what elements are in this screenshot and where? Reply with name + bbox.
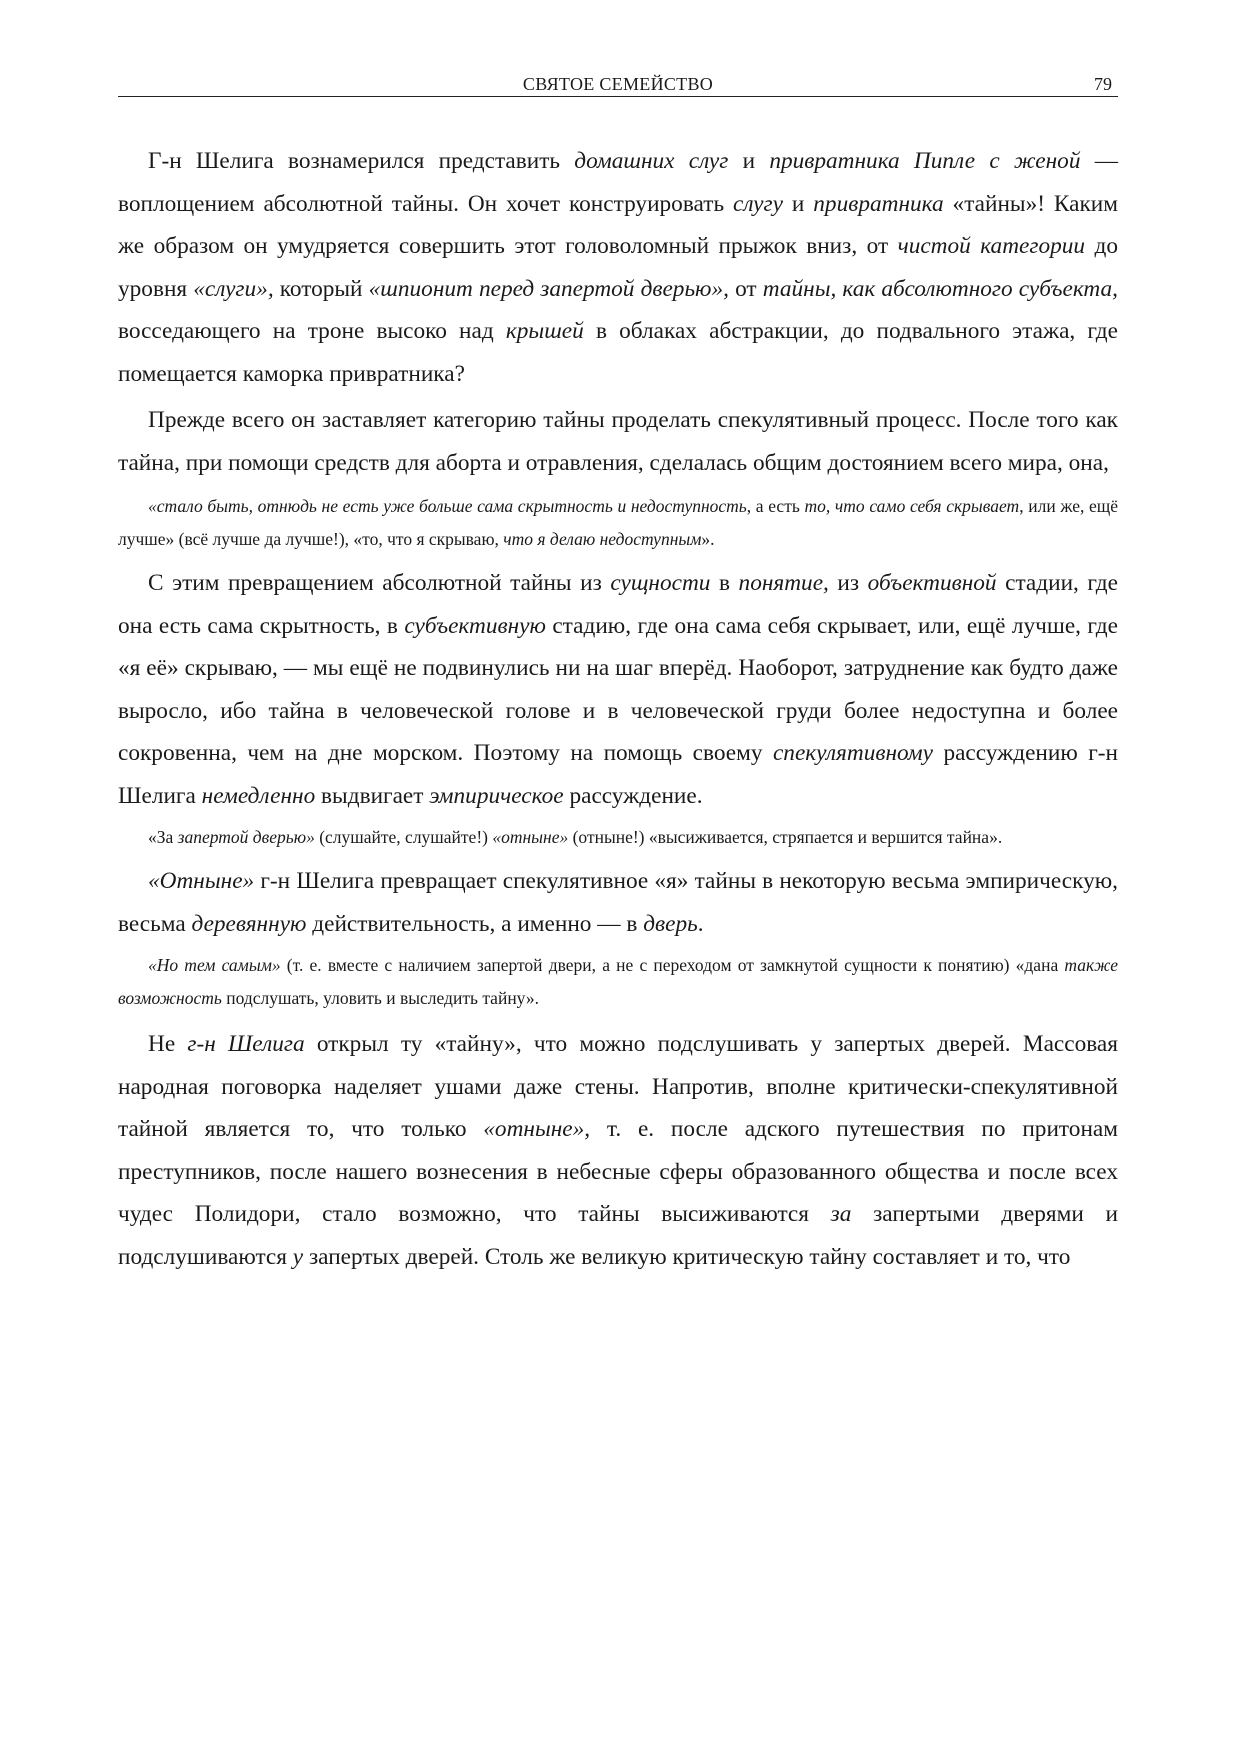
text-segment: т. е. после адского путешествия по притонам преступников, после нашего вознесения в небесные сферы образованного общества и после всех чудес Полидори, стало возможно, что тайны высиживаются <box>118 1116 1118 1227</box>
italic-text-segment: сущности <box>610 570 711 596</box>
text-segment: (т. е. вместе с наличием запертой двери, а не с переходом от замкнутой сущности к понятию) «дана <box>280 955 1065 975</box>
italic-text-segment: запертой дверью» <box>177 827 315 847</box>
italic-text-segment: деревянную <box>191 910 307 937</box>
italic-text-segment: крышей <box>505 318 584 344</box>
italic-text-segment: «стало быть, отнюдь не есть уже больше сама скрытность и недоступность <box>148 496 747 516</box>
text-segment: Г-н Шелига вознамерился представить <box>148 148 575 174</box>
page-number: 79 <box>1094 74 1112 94</box>
italic-text-segment: субъективную <box>404 612 546 639</box>
text-segment: Не <box>148 1031 188 1057</box>
quote-1 <box>118 490 1118 556</box>
italic-text-segment: домашних слуг <box>574 148 729 174</box>
italic-text-segment: «Но тем самым» <box>148 955 281 975</box>
text-segment: и <box>782 190 814 217</box>
paragraph-5 <box>118 1023 1118 1278</box>
text-segment: и <box>728 148 770 174</box>
text-segment: , а есть <box>746 496 805 516</box>
text-segment: г-н Шелига превращает спекулятивное «я» тайны в некоторую весьма эмпирическую, весьма <box>118 868 1118 937</box>
text-segment: , или же, ещё лучше» (всё лучше да лучше!), «то, что я скрываю, <box>118 496 1119 549</box>
quote-3 <box>118 949 1118 1015</box>
italic-text-segment: «отныне», <box>483 1116 591 1142</box>
italic-text-segment: то, что <box>804 496 865 516</box>
text-segment: действительность, а именно — в <box>306 910 644 937</box>
text-segment: — воплощением абсолютной тайны. Он хочет конструировать <box>118 148 1119 217</box>
paragraph-3 <box>118 562 1118 817</box>
text-segment: «тайны»! Каким же образом он умудряется совершить этот головоломный прыжок вниз, от <box>118 190 1119 259</box>
text-segment: до уровня <box>118 233 1119 302</box>
running-header <box>118 74 1118 97</box>
text-segment: открыл ту «тайну», что можно подслушивать у запертых дверей. Массовая народная поговорка наделяет ушами даже стены. Напротив, вполне критически-спекулятивной тайной является то, что только <box>118 1031 1118 1142</box>
italic-text-segment: объективной <box>867 570 997 596</box>
text-segment: рассуждению г-н Шелига <box>118 740 1118 809</box>
page-body <box>118 140 1118 1278</box>
italic-text-segment: также возможность <box>118 955 1118 1008</box>
italic-text-segment: г-н Шелига <box>187 1031 305 1057</box>
italic-text-segment: что я делаю недоступным <box>503 529 702 549</box>
text-segment: ». <box>701 529 715 549</box>
italic-text-segment: «Отныне» <box>148 868 255 894</box>
running-title: СВЯТОЕ СЕМЕЙСТВО <box>522 74 714 94</box>
text-segment: запертых дверей. Столь же великую критическую тайну составляет и то, что <box>303 1243 1071 1270</box>
paragraph-4 <box>118 860 1118 945</box>
text-segment: рассуждение. <box>563 782 703 809</box>
text-segment: который <box>273 275 369 302</box>
text-segment: выдвигает <box>315 782 430 809</box>
italic-text-segment: немедленно <box>201 782 316 809</box>
text-segment: запертыми дверями и подслушиваются <box>118 1201 1119 1270</box>
text-segment: от <box>728 275 763 302</box>
text-segment: стадию, где она сама себя скрывает, или, ещё лучше, где «я её» скрываю, — мы ещё не подвинулись ни на шаг вперёд. Наоборот, затруднение как будто даже выросло, ибо тайна в человеческой голове и в человеческой груди более недоступна и более сокровенна, чем на дне морском. Поэтому на помощь своему <box>118 612 1118 766</box>
italic-text-segment: понятие, <box>738 570 829 596</box>
text-segment: восседающего на троне высоко над <box>118 318 506 344</box>
text-segment: (отныне!) «высиживается, стряпается и вершится тайна». <box>568 827 1003 847</box>
italic-text-segment: чистой категории <box>897 233 1086 259</box>
italic-text-segment: тайны, как абсолютного субъекта, <box>762 275 1119 302</box>
italic-text-segment: за <box>830 1201 852 1227</box>
italic-text-segment: «слуги», <box>193 275 274 302</box>
italic-text-segment: «отныне» <box>492 827 569 847</box>
quote-2 <box>118 821 1118 854</box>
italic-text-segment: у <box>292 1243 304 1270</box>
text-segment: С этим превращением абсолютной тайны из <box>148 570 611 596</box>
italic-text-segment: само себя скрывает <box>869 496 1020 516</box>
italic-text-segment: дверь <box>643 910 698 937</box>
text-segment: Прежде всего он заставляет категорию тайны проделать спекулятивный процесс. После того как тайна, при помощи средств для аборта и отравления, сделалась общим достоянием всего мира, она, <box>118 407 1118 476</box>
text-segment: подслушать, уловить и выследить тайну». <box>221 988 539 1008</box>
italic-text-segment: «шпионит перед запертой дверью», <box>368 275 729 302</box>
italic-text-segment: привратника <box>813 190 944 217</box>
text-segment: в облаках абстракции, до подвального этажа, где помещается каморка привратника? <box>118 318 1119 387</box>
text-segment: «За <box>148 827 178 847</box>
text-segment: из <box>828 570 868 596</box>
paragraph-1 <box>118 140 1118 395</box>
text-segment: стадии, где она есть сама скрытность, в <box>118 570 1118 639</box>
text-segment: в <box>710 570 739 596</box>
paragraph-2 <box>118 399 1118 484</box>
italic-text-segment: привратника Пипле с женой <box>769 148 1081 174</box>
text-segment: (слушайте, слушайте!) <box>314 827 493 847</box>
text-segment: . <box>697 910 704 937</box>
italic-text-segment: слугу <box>732 190 783 217</box>
italic-text-segment: эмпирическое <box>429 782 564 809</box>
italic-text-segment: спекулятивному <box>772 740 933 766</box>
